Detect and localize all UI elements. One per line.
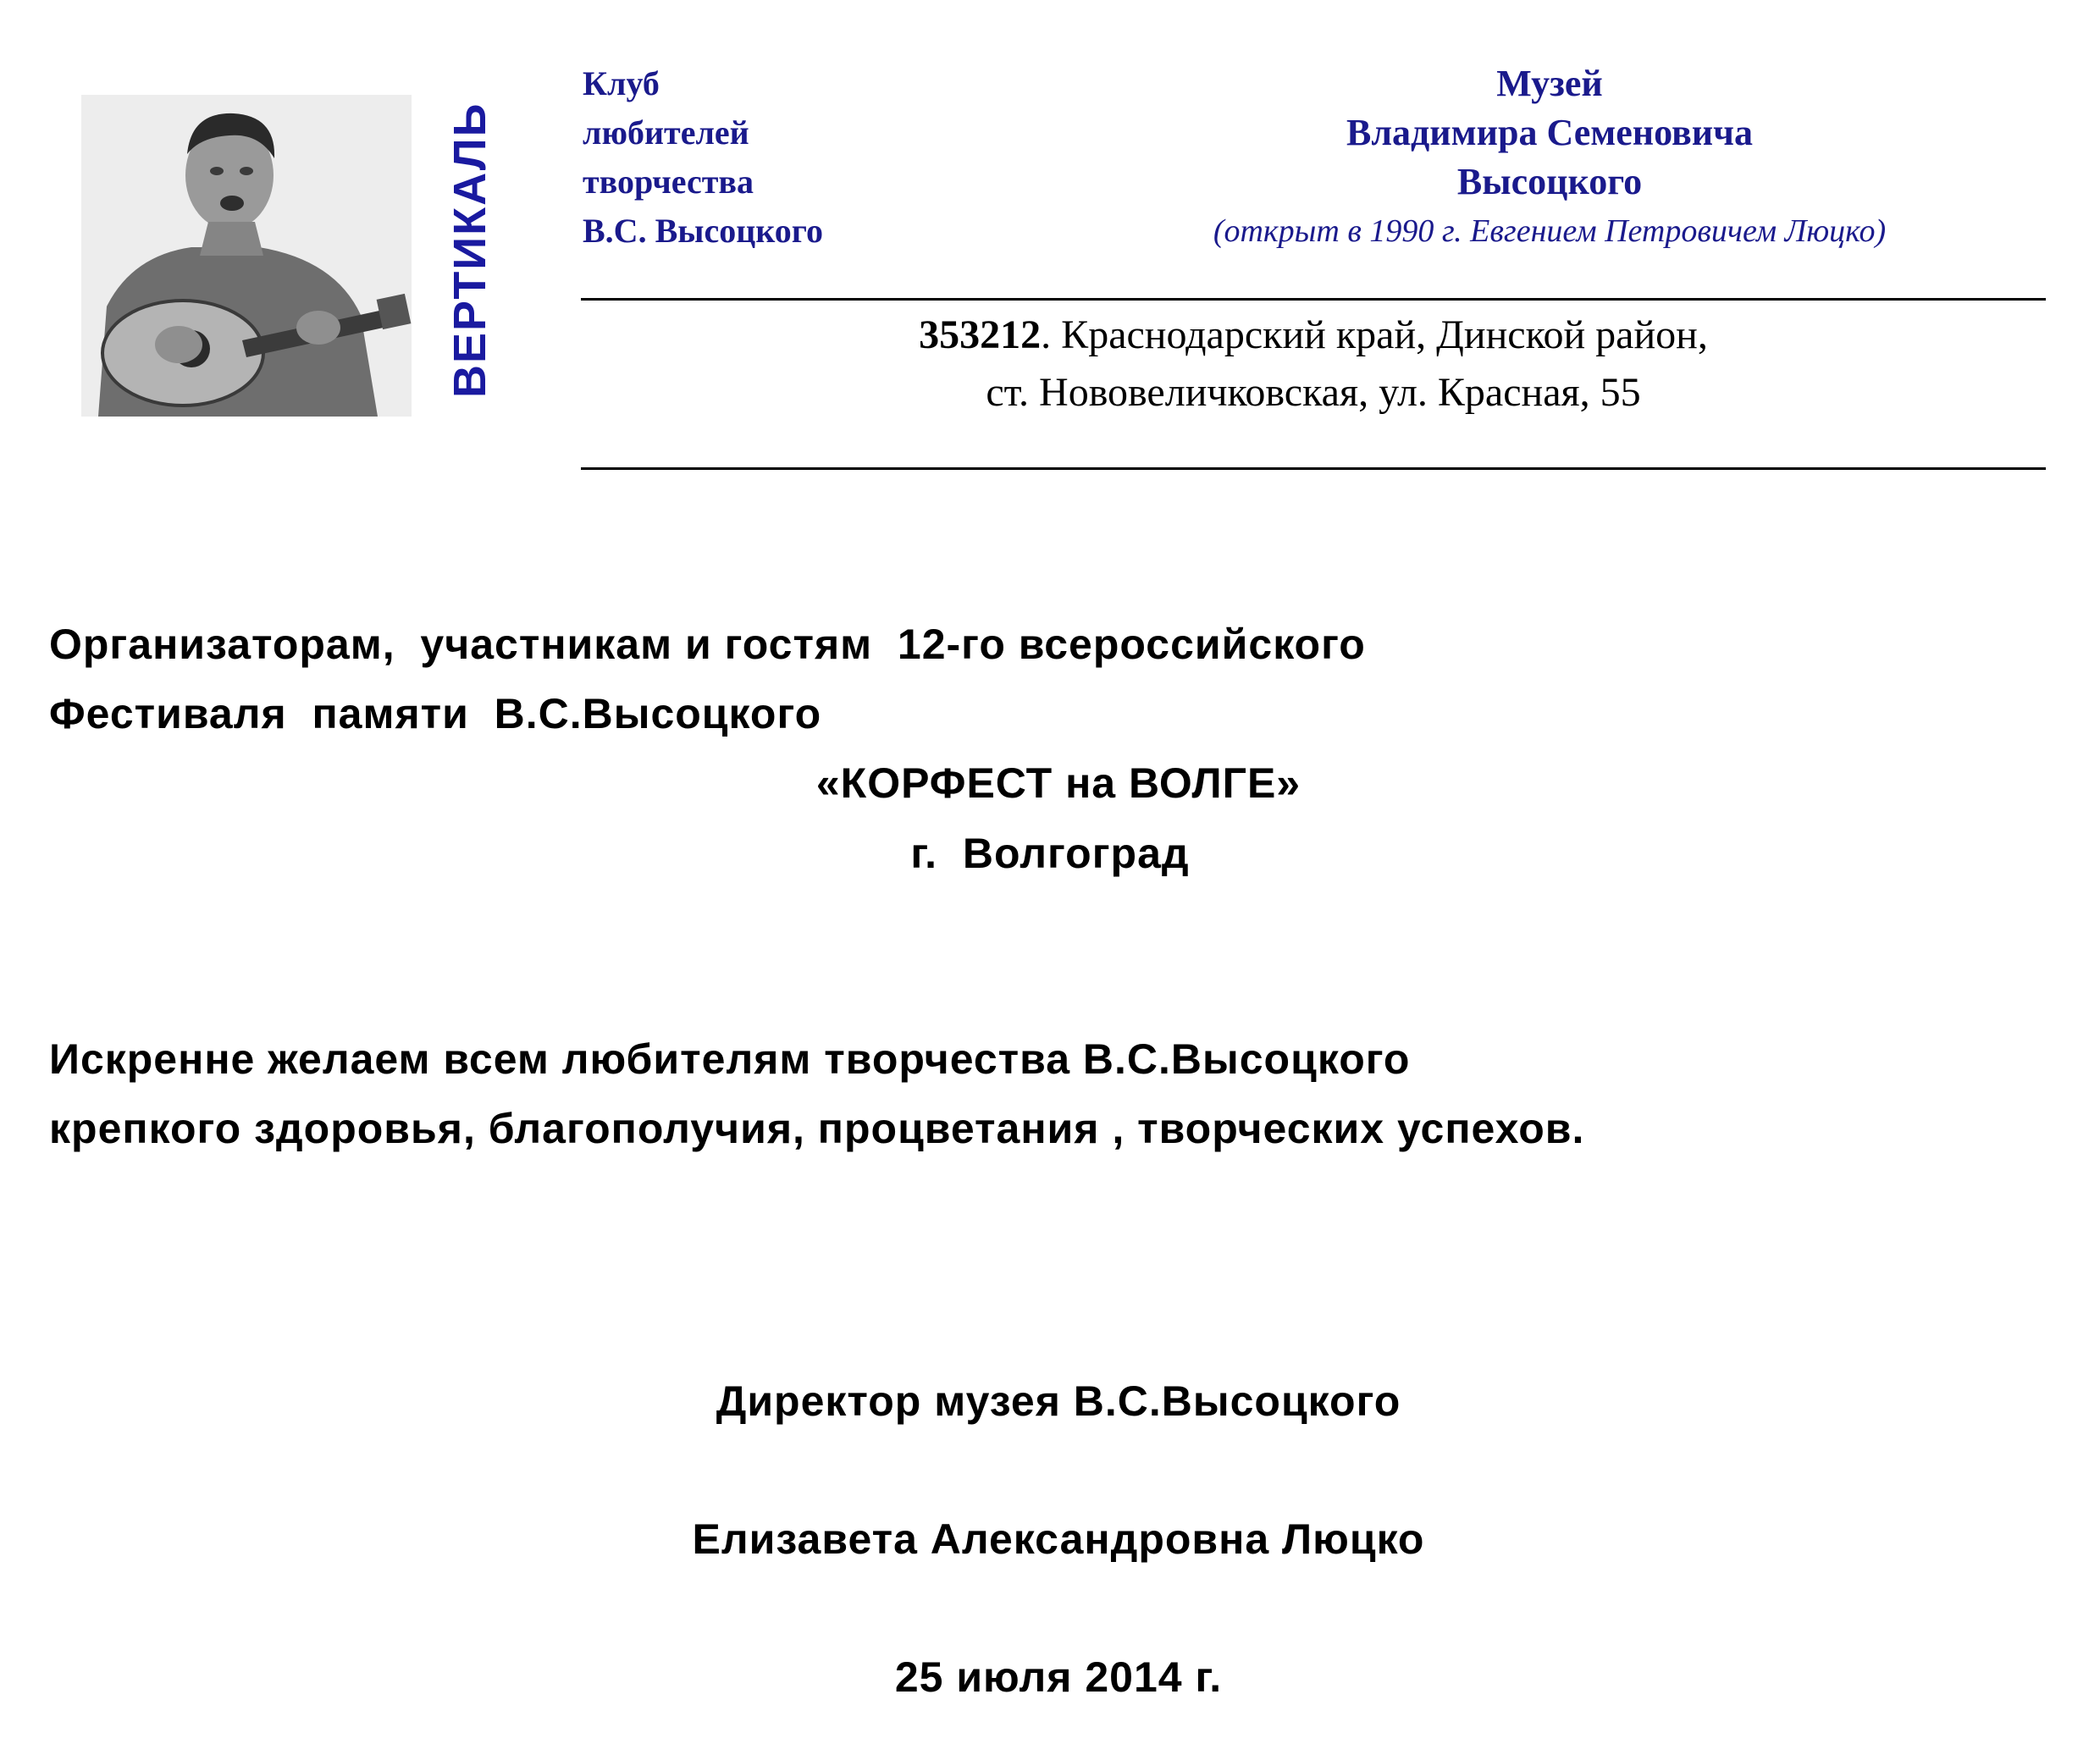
vysotsky-guitar-photo — [81, 95, 412, 417]
museum-line: Владимира Семеновича — [1346, 112, 1753, 153]
club-line: В.С. Высоцкого — [583, 212, 823, 250]
festival-city: г. Волгоград — [910, 830, 1190, 877]
club-line: творчества — [583, 163, 754, 201]
letter-date: 25 июля 2014 г. — [894, 1653, 1223, 1701]
address-line-1 — [581, 306, 2046, 364]
wishes-line-1: Искренне желаем всем любителям творчества В.С.Высоцкого — [49, 1035, 1411, 1083]
photo-illustration — [81, 95, 412, 417]
museum-line: Музей — [1496, 63, 1603, 104]
vertikal-logo-text: ВЕРТИКАЛЬ — [445, 102, 495, 398]
letterhead-rule-bottom — [581, 467, 2046, 470]
signature-name: Елизавета Александровна Люцко — [692, 1515, 1425, 1563]
address-region: . Краснодарский край, Динской район, — [1041, 312, 1708, 357]
club-name-block — [583, 59, 921, 256]
club-line: любителей — [583, 113, 749, 152]
signature-title: Директор музея В.С.Высоцкого — [716, 1377, 1401, 1425]
museum-opened-note: (открыт в 1990 г. Евгением Петровичем Люцко) — [1213, 213, 1887, 249]
festival-name: «КОРФЕСТ на ВОЛГЕ» — [815, 759, 1301, 807]
letterhead-rule-top — [581, 298, 2046, 301]
museum-line: Высоцкого — [1456, 161, 1643, 202]
greeting-line-2: Фестиваля памяти В.С.Высоцкого — [49, 690, 822, 737]
wishes-line-2: крепкого здоровья, благополучия, процветания , творческих успехов. — [49, 1105, 1585, 1152]
club-line: Клуб — [583, 64, 660, 102]
address-line-2: ст. Нововеличковская, ул. Красная, 55 — [986, 370, 1641, 415]
greeting-line-1: Организаторам, участникам и гостям 12-го всероссийского — [49, 621, 1366, 668]
museum-name-block — [1101, 59, 1998, 256]
postal-code: 353212 — [919, 312, 1042, 357]
museum-address — [581, 306, 2046, 422]
